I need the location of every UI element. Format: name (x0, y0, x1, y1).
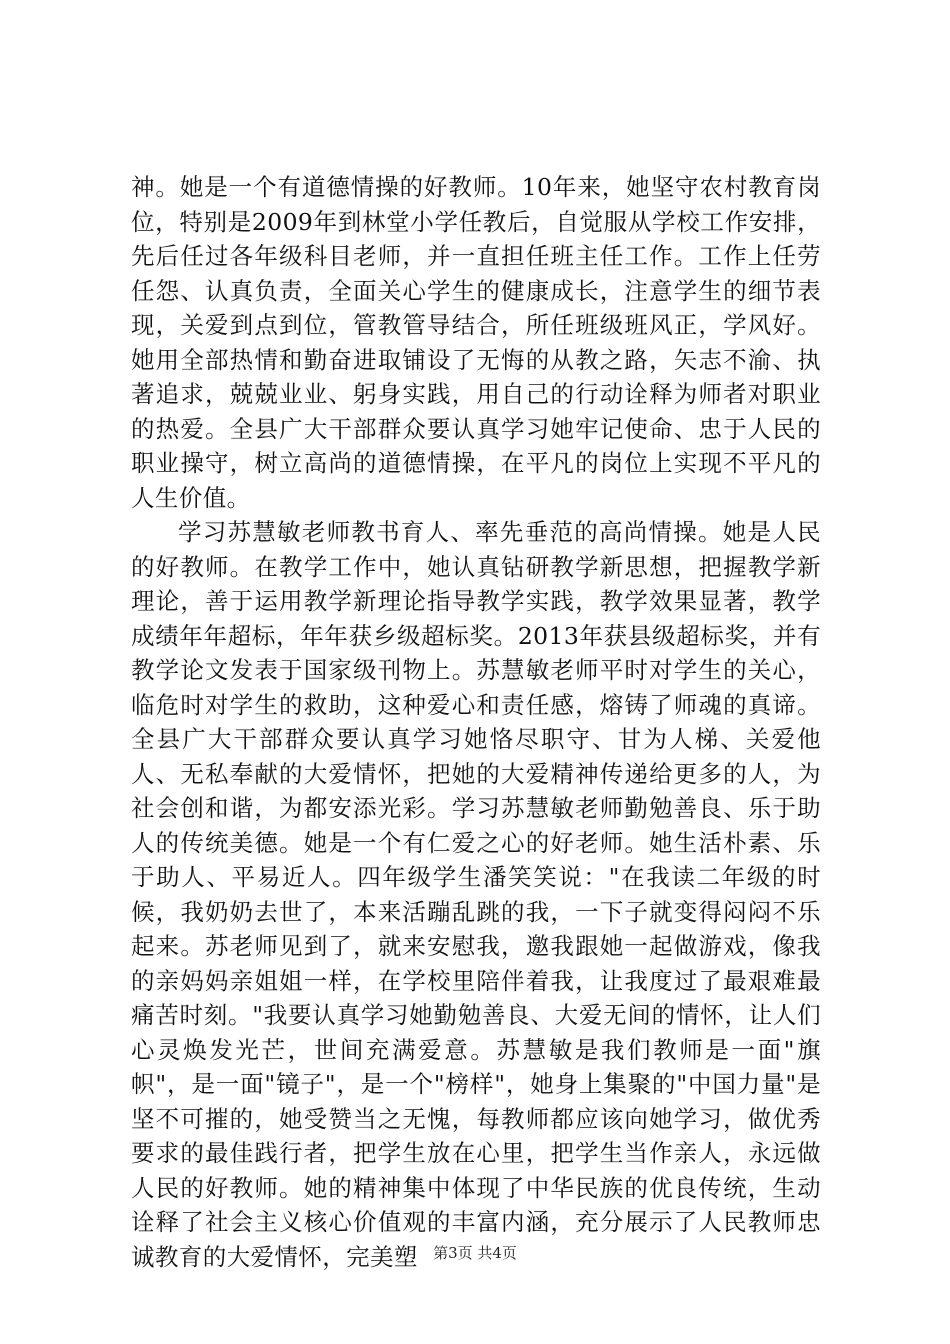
page-footer (0, 1243, 950, 1263)
paragraph-1: 神。她是一个有道德情操的好教师。10年来，她坚守农村教育岗位，特别是2009年到林堂小学任教后，自觉服从学校工作安排，先后任过各年级科目老师，并一直担任班主任工作。工作上任劳任怨、认真负责，全面关心学生的健康成长，注意学生的细节表现，关爱到点到位，管教管导结合，所任班级班风正，学风好。她用全部热情和勤奋进取铺设了无悔的从教之路，矢志不渝、执著追求，兢兢业业、躬身实践，用自己的行动诠释为师者对职业的热爱。全县广大干部群众要认真学习她牢记使命、忠于人民的职业操守，树立高尚的道德情操，在平凡的岗位上实现不平凡的人生价值。 (131, 173, 821, 512)
paragraph-2: 学习苏慧敏老师教书育人、率先垂范的高尚情操。她是人民的好教师。在教学工作中，她认真钻研教学新思想，把握教学新理论，善于运用教学新理论指导教学实践，教学效果显著，教学成绩年年超标，年年获乡级超标奖。2013年获县级超标奖，并有教学论文发表于国家级刊物上。苏慧敏老师平时对学生的关心，临危时对学生的救助，这种爱心和责任感，熔铸了师魂的真谛。全县广大干部群众要认真学习她恪尽职守、甘为人梯、关爱他人、无私奉献的大爱情怀，把她的大爱精神传递给更多的人，为社会创和谐，为都安添光彩。学习苏慧敏老师勤勉善良、乐于助人的传统美德。她是一个有仁爱之心的好老师。她生活朴素、乐于助人、平易近人。四年级学生潘笑笑说："在我读二年级的时候，我奶奶去世了，本来活蹦乱跳的我，一下子就变得闷闷不乐起来。苏老师见到了，就来安慰我，邀我跟她一起做游戏，像我的亲妈妈亲姐姐一样，在学校里陪伴着我，让我度过了最艰难最痛苦时刻。"我要认真学习她勤勉善良、大爱无间的情怀，让人们心灵焕发光芒，世间充满爱意。苏慧敏是我们教师是一面"旗帜"，是一面"镜子"，是一个"榜样"，她身上集聚的"中国力量"是坚不可摧的，她受赞当之无愧，每教师都应该向她学习，做优秀要求的最佳践行者，把学生放在心里，把学生当作亲人，永远做人民的好教师。她的精神集中体现了中华民族的优良传统，生动诠释了社会主义核心价值观的丰富内涵，充分展示了人民教师忠诚教育的大爱情怀，完美塑 (131, 518, 821, 1271)
page-number-label: 第3页 共4页 (433, 1244, 517, 1262)
document-body (131, 170, 821, 1274)
